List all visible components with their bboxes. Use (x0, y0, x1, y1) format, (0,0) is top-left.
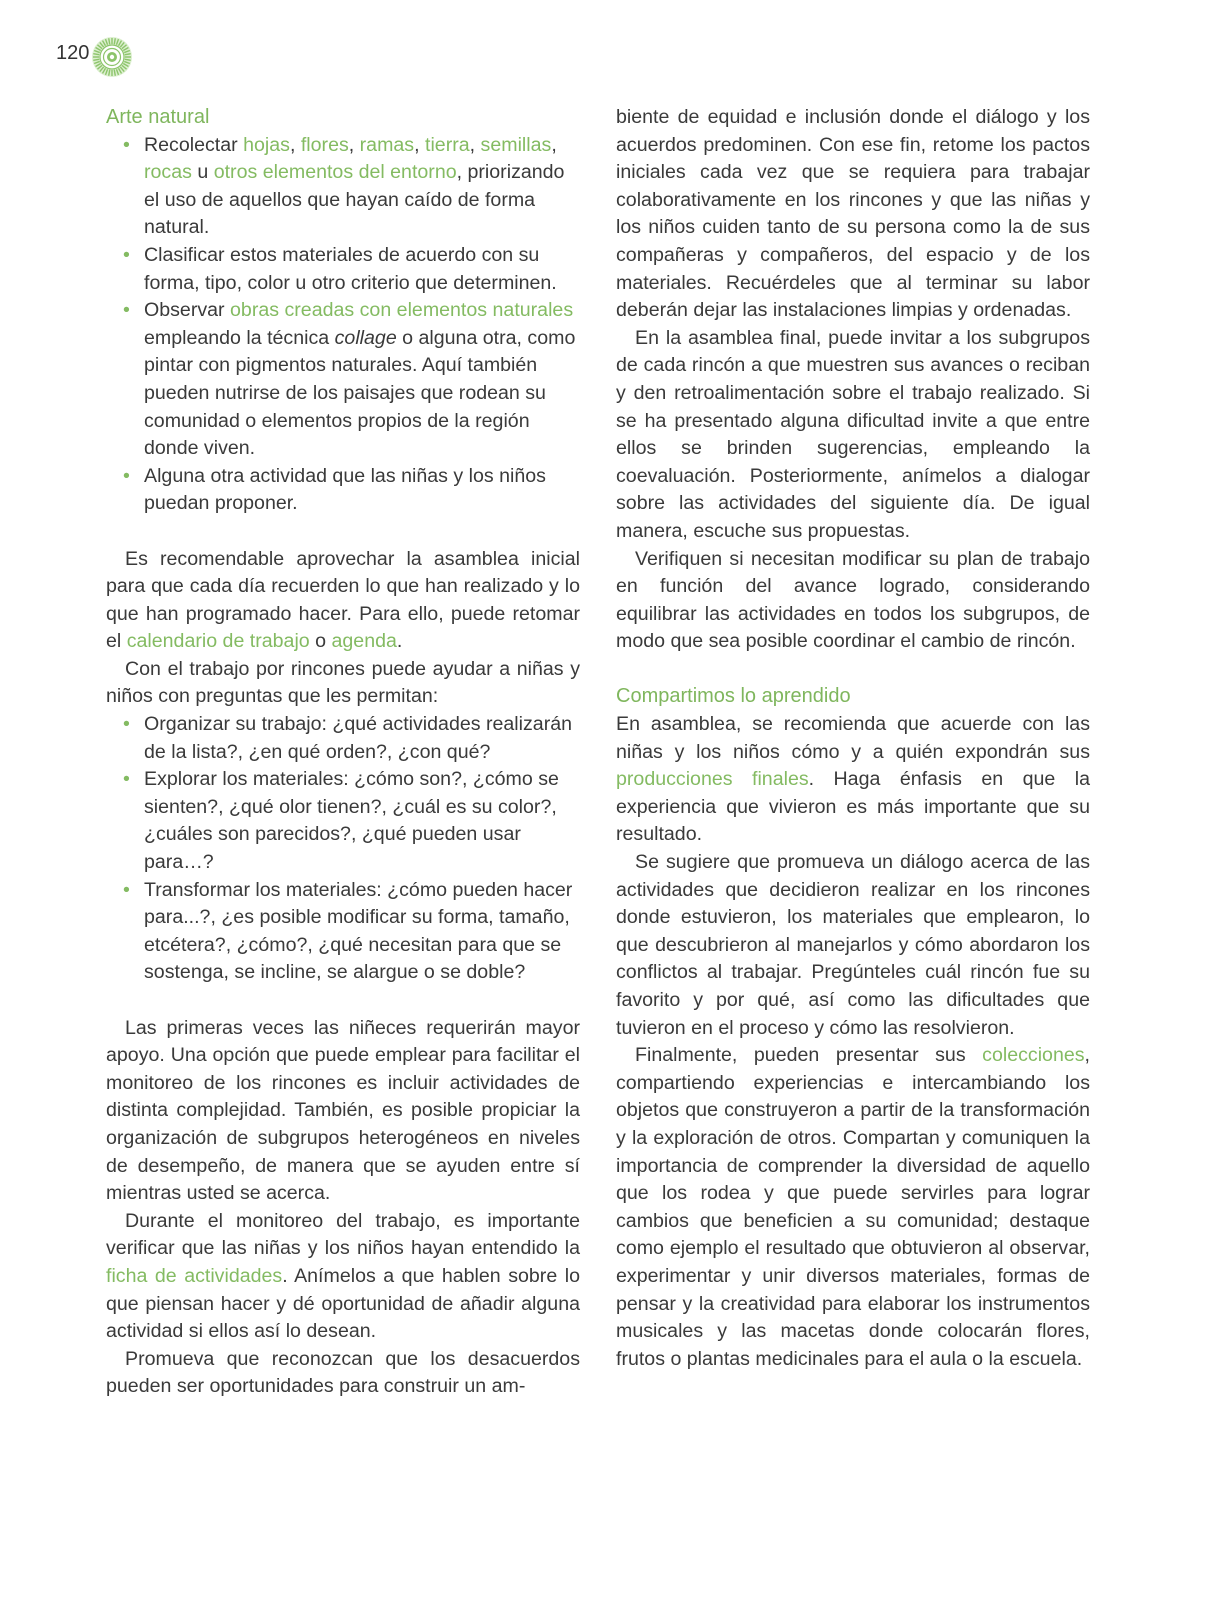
highlight-term: otros elementos del entorno (213, 161, 457, 184)
highlight-term: agenda (331, 630, 397, 653)
paragraph: Las primeras veces las niñeces requerirán mayor apoyo. Una opción que puede emplear para facilitar el monitoreo de los rincones es incluir actividades de distinta complejidad. También, es posible propiciar la organización de subgrupos heterogéneos en niveles de desempeño, de manera que se ayuden entre sí mientras usted se acerca. (106, 1016, 580, 1205)
highlight-term: producciones finales (616, 768, 809, 791)
paragraph: Con el trabajo por rincones puede ayudar a niñas y niños con preguntas que les permitan: (106, 657, 580, 708)
paragraph: Finalmente, pueden presentar sus colecciones, compartiendo experiencias e intercambiando los objetos que construyeron a partir de la transformación y la exploración de otros. Compartan y comuniquen la importancia de comprender la diversidad de aquello que los rodea y que puede servirles para lograr cambios que beneficien a su comunidad; destaque como ejemplo el resultado que obtuvieron al observar, experimentar y unir diversos materiales, formas de pensar y la creatividad para elaborar los instrumentos musicales y las macetas donde colocarán flores, frutos o plantas medicinales para el aula o la escuela. (616, 1044, 1090, 1370)
highlight-term: hojas (243, 133, 290, 156)
highlight-term: flores (300, 133, 349, 156)
paragraph: Se sugiere que promueva un diálogo acerca de las actividades que decidieron realizar en los rincones donde estuvieron, los materiales que emplearon, lo que descubrieron al manejarlos y cómo abordaron los conflictos al trabajar. Pregúnteles cuál rincón fue su favorito y por qué, así como las dificultades que tuvieron en el proceso y cómo las resolvieron. (616, 851, 1090, 1039)
highlight-term: calendario de trabajo (126, 630, 310, 653)
page-number: 120 (56, 42, 90, 64)
list-item: • Organizar su trabajo: ¿qué actividades realizarán de la lista?, ¿en qué orden?, ¿con qué? (106, 711, 580, 766)
paragraph: Es recomendable aprovechar la asamblea inicial para que cada día recuerden lo que han realizado y lo que han programado hacer. Para ello, puede retomar el calendario de trabajo o agenda. (106, 547, 580, 653)
highlight-term: colecciones (982, 1044, 1085, 1067)
left-column (106, 104, 580, 1401)
highlight-term: tierra (425, 133, 470, 156)
paragraph: En la asamblea final, puede invitar a los subgrupos de cada rincón a que muestren sus avances o reciban y den retroalimentación sobre el trabajo realizado. Si se ha presentado alguna dificultad invite a que entre ellos se brinden sugerencias, empleando la coevaluación. Posteriormente, anímelos a dialogar sobre las actividades del siguiente día. De igual manera, escuche sus propuestas. (616, 326, 1090, 542)
highlight-term: semillas (480, 133, 552, 156)
highlight-term: ficha de actividades (106, 1264, 283, 1287)
bullet-list-arte-natural (106, 132, 580, 518)
paragraph: biente de equidad e inclusión donde el diálogo y los acuerdos predominen. Con ese fin, retome los pactos iniciales cada vez que se requiera para trabajar colaborativamente en los rincones y que las niñas y los niños cuiden tanto de su persona como la de sus compañeras y compañeros, del espacio y de los materiales. Recuérdeles que al terminar su labor deberán dejar las instalaciones limpias y ordenadas. (616, 106, 1090, 322)
list-item: • Recolectar hojas, flores, ramas, tierra, semillas, rocas u otros elementos del entorno, priorizando el uso de aquellos que hayan caído de forma natural. (106, 132, 580, 242)
paragraph: Verifiquen si necesitan modificar su plan de trabajo en función del avance logrado, considerando equilibrar las actividades en todos los subgrupos, de modo que sea posible coordinar el cambio de rincón. (616, 547, 1090, 653)
emphasis-term: collage (334, 326, 397, 349)
highlight-term: ramas (359, 133, 415, 156)
paragraph: Durante el monitoreo del trabajo, es importante verificar que las niñas y los niños hayan entendido la ficha de actividades. Anímelos a que hablen sobre lo que piensan hacer y dé oportunidad de añadir alguna actividad si ellos así lo desean. (106, 1209, 580, 1343)
list-item: • Explorar los materiales: ¿cómo son?, ¿cómo se sienten?, ¿qué olor tienen?, ¿cuál es su color?, ¿cuáles son parecidos?, ¿qué pueden usar para…? (106, 766, 580, 876)
paragraph: Promueva que reconozcan que los desacuerdos pueden ser oportunidades para construir un am- (106, 1347, 580, 1398)
list-item: • Transformar los materiales: ¿cómo pueden hacer para...?, ¿es posible modificar su forma, tamaño, etcétera?, ¿cómo?, ¿qué necesitan para que se sostenga, se incline, se alargue o se doble? (106, 877, 580, 987)
section-heading-compartimos: Compartimos lo aprendido (616, 685, 851, 708)
sunburst-seal-icon (91, 36, 133, 78)
paragraph: En asamblea, se recomienda que acuerde con las niñas y los niños cómo y a quién expondrán sus producciones finales. Haga énfasis en que la experiencia que vivieron es más importante que su resultado. (616, 713, 1090, 846)
right-column (616, 104, 1090, 1373)
list-item: • Alguna otra actividad que las niñas y los niños puedan proponer. (106, 463, 580, 518)
highlight-term: rocas (144, 161, 192, 184)
list-item: • Observar obras creadas con elementos naturales empleando la técnica collage o alguna otra, como pintar con pigmentos naturales. Aquí también pueden nutrirse de los paisajes que rodean su comunidad o elementos propios de la región donde viven. (106, 297, 580, 463)
list-item: • Clasificar estos materiales de acuerdo con su forma, tipo, color u otro criterio que determinen. (106, 242, 580, 297)
section-heading-arte-natural: Arte natural (106, 106, 210, 128)
highlight-term: obras creadas con elementos naturales (230, 299, 574, 322)
bullet-list-questions (106, 711, 580, 987)
